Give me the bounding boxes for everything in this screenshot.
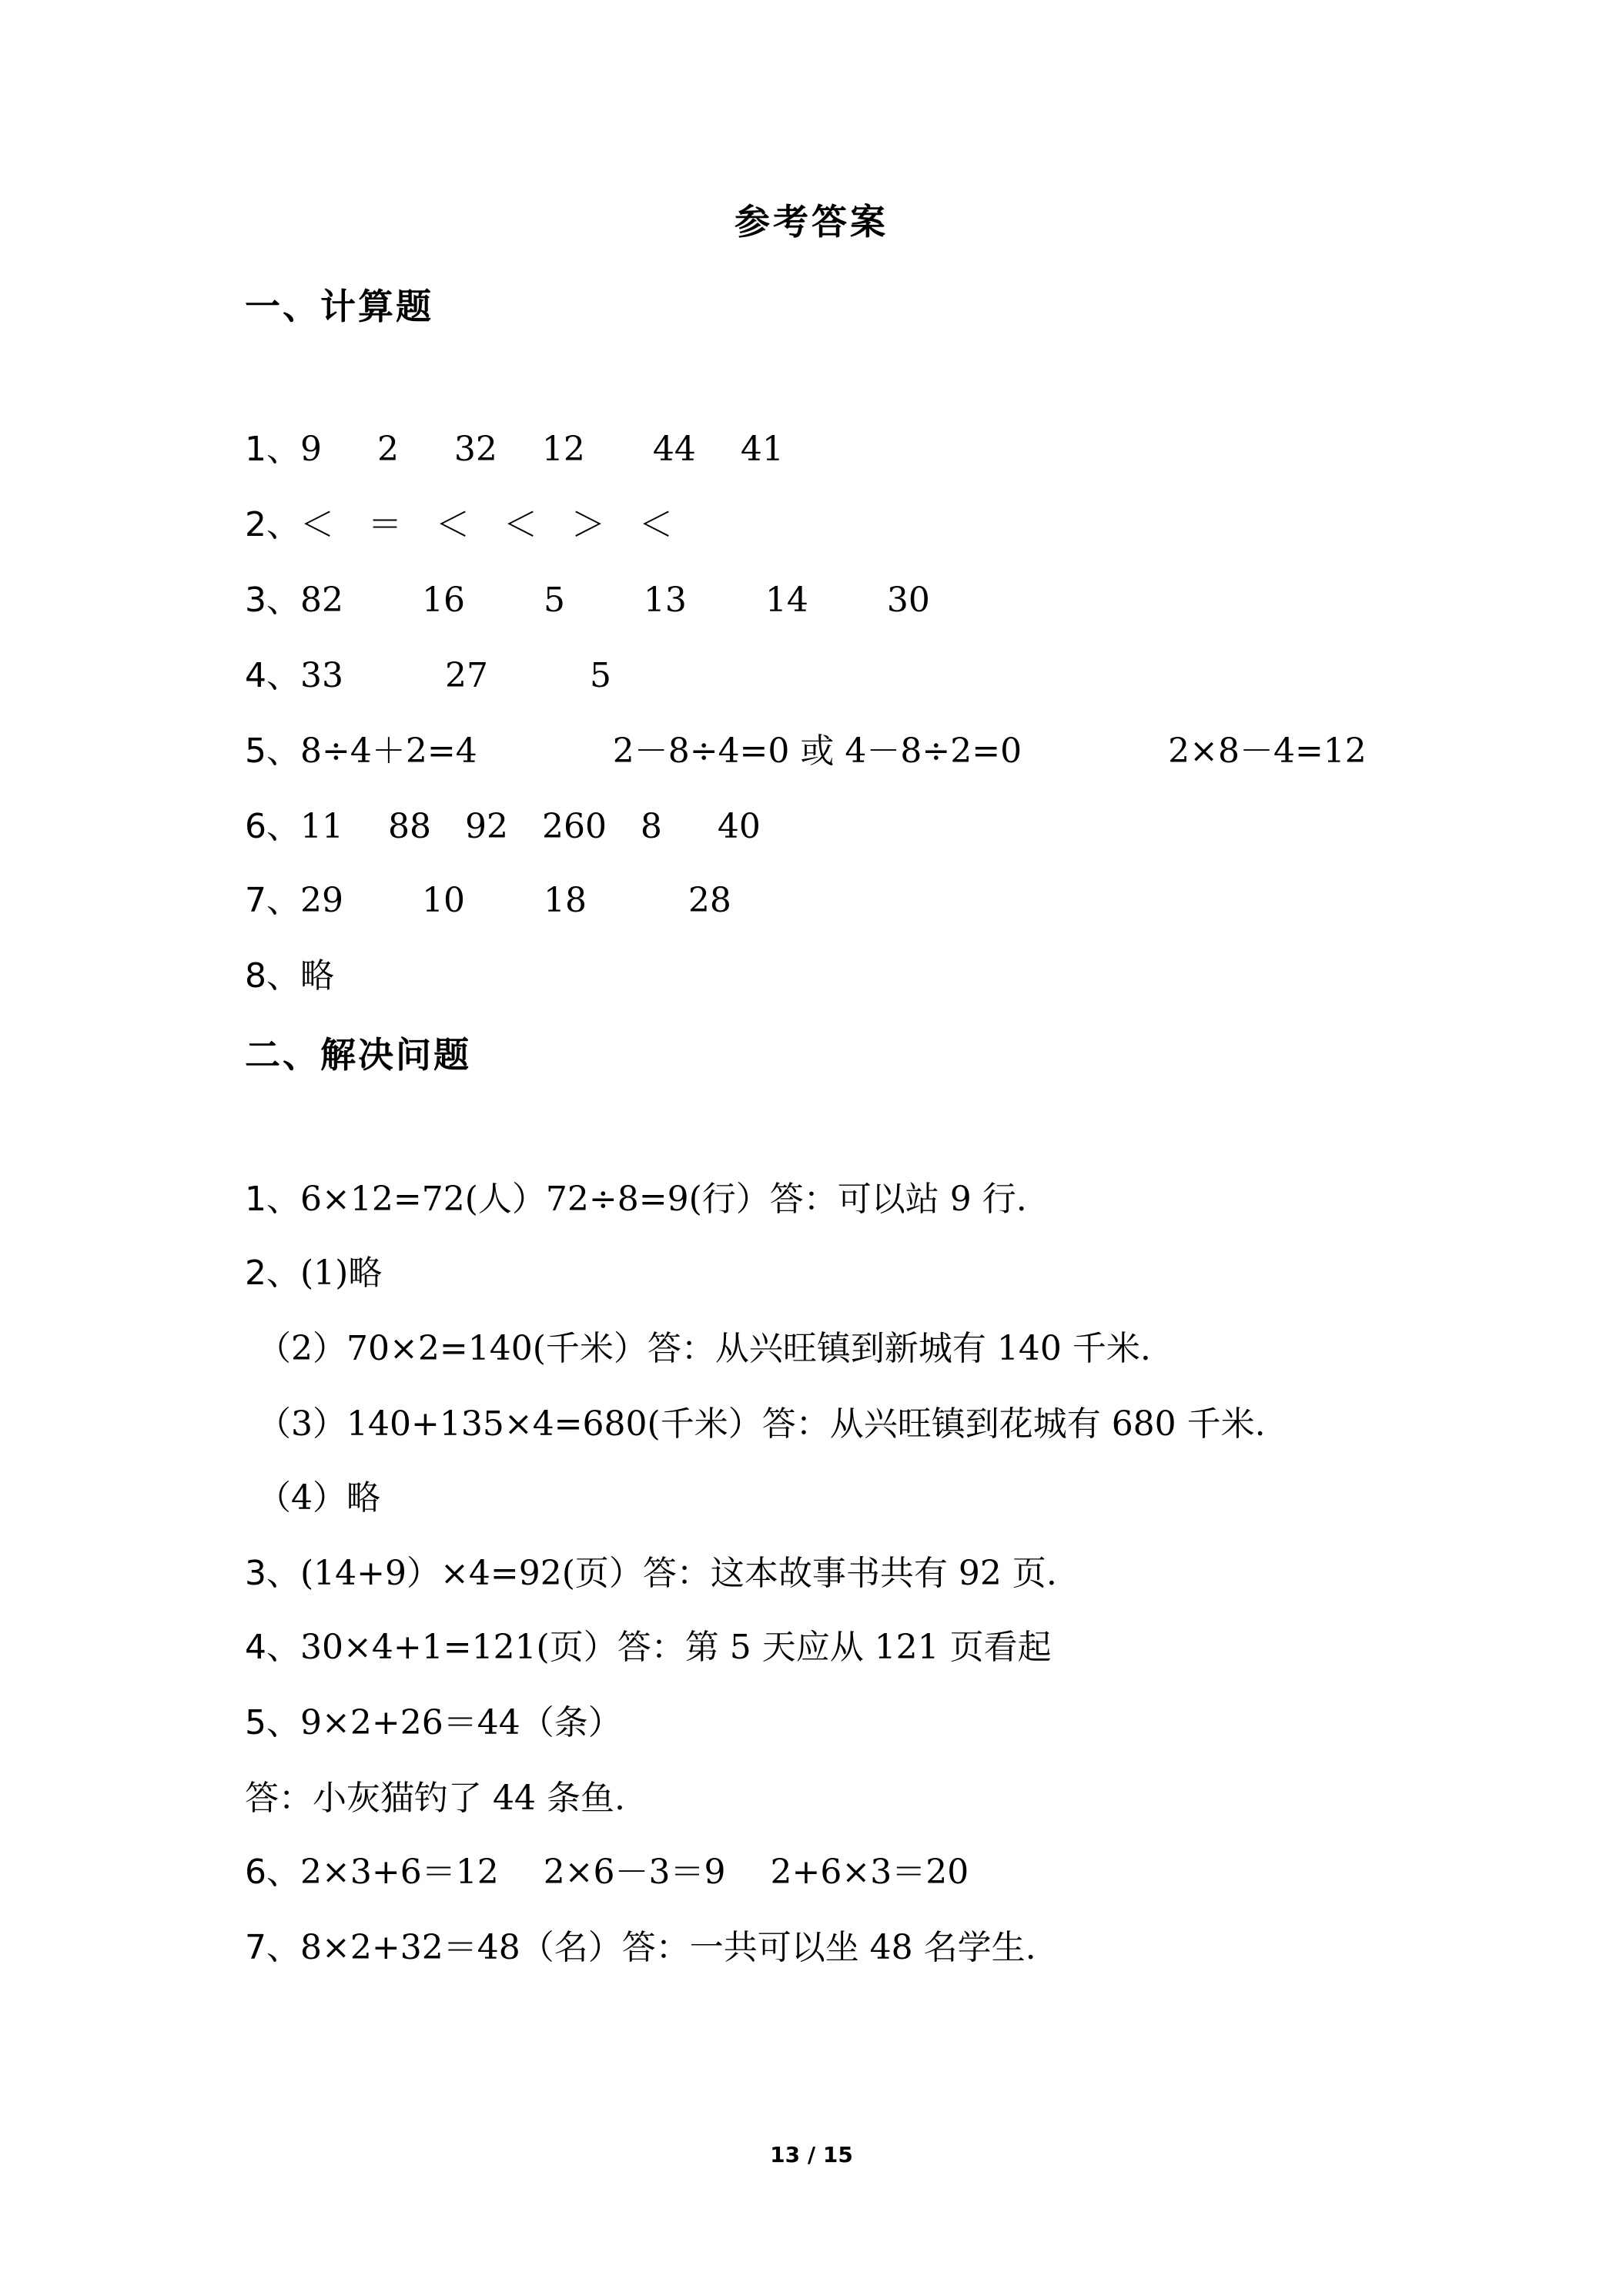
answer-text: 、2×3+6＝12 2×6－3＝9 2+6×3＝20 [266, 1853, 969, 1892]
answer-text: 、82 16 5 13 14 30 [266, 581, 930, 620]
answer-line [245, 1253, 383, 1293]
answer-line [245, 1628, 1052, 1667]
answer-line [245, 1703, 622, 1742]
answer-line [245, 956, 334, 996]
item-number: 4 [245, 1628, 266, 1667]
answer-text: 答：小灰猫钓了 44 条鱼. [245, 1779, 625, 1818]
answer-text: 、9×2+26＝44（条） [266, 1703, 622, 1742]
item-number: 5 [245, 1703, 266, 1742]
item-number: 2 [245, 1253, 266, 1293]
item-number: 6 [245, 807, 266, 846]
answer-line [245, 656, 611, 695]
item-number: 3 [245, 1554, 266, 1593]
section-heading-calculation: 一、计算题 [245, 286, 433, 327]
answer-text: 、11 88 92 260 8 40 [266, 807, 761, 846]
answer-text: 、(14+9）×4=92(页）答：这本故事书共有 92 页. [266, 1554, 1057, 1593]
answer-text: 、6×12=72(人）72÷8=9(行）答：可以站 9 行. [266, 1180, 1027, 1219]
answer-text: 、29 10 18 28 [266, 881, 731, 920]
section-heading-word-problems: 二、解决问题 [245, 1034, 471, 1076]
item-number: 1 [245, 1180, 266, 1219]
page-number: 13 / 15 [770, 2142, 853, 2167]
answer-line [245, 881, 731, 920]
item-number: 7 [245, 881, 266, 920]
answer-line [245, 1853, 969, 1892]
answer-text: （3）140+135×4=680(千米）答：从兴旺镇到花城有 680 千米. [257, 1404, 1266, 1444]
answer-text: （4）略 [257, 1478, 380, 1518]
answer-text: 、30×4+1=121(页）答：第 5 天应从 121 页看起 [266, 1628, 1052, 1667]
answer-text: 、33 27 5 [266, 656, 611, 695]
answer-subline [257, 1329, 1151, 1368]
answer-line [245, 430, 784, 469]
item-number: 2 [245, 505, 266, 544]
answer-text: 、9 2 32 12 44 41 [266, 430, 784, 469]
answer-line [245, 1554, 1057, 1593]
answer-text: 、8÷4＋2=4 2－8÷4=0 或 4－8÷2=0 2×8－4=12 [266, 731, 1367, 771]
answer-line [245, 1928, 1036, 1967]
item-number: 4 [245, 656, 266, 695]
item-number: 3 [245, 581, 266, 620]
item-number: 7 [245, 1928, 266, 1967]
answer-line [245, 581, 930, 620]
answer-line [245, 1180, 1027, 1219]
answer-line [245, 505, 673, 544]
item-number: 5 [245, 731, 266, 771]
page-title: 参考答案 [735, 201, 888, 243]
answer-text: 、8×2+32＝48（名）答：一共可以坐 48 名学生. [266, 1928, 1036, 1967]
answer-text: 、(1)略 [266, 1253, 383, 1293]
answer-subline [257, 1404, 1266, 1444]
answer-subline [245, 1779, 625, 1818]
answer-subline [257, 1478, 380, 1518]
item-number: 1 [245, 430, 266, 469]
answer-line [245, 731, 1367, 771]
answer-text: （2）70×2=140(千米）答：从兴旺镇到新城有 140 千米. [257, 1329, 1151, 1368]
item-number: 6 [245, 1853, 266, 1892]
answer-text: 、＜ ＝ ＜ ＜ ＞ ＜ [266, 505, 673, 544]
answer-text: 、略 [266, 956, 334, 996]
item-number: 8 [245, 956, 266, 996]
answer-line [245, 807, 761, 846]
